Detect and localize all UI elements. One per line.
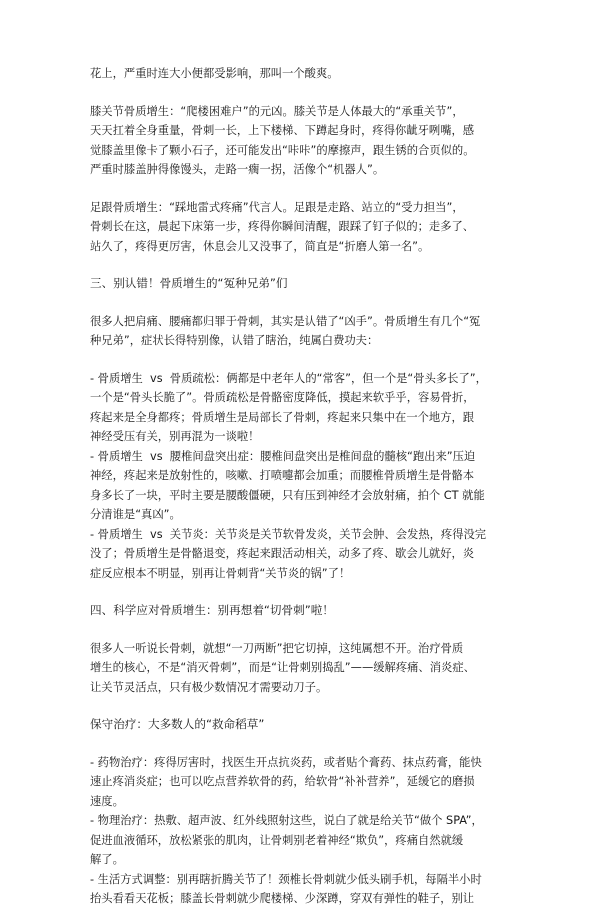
- text-line: 膝关节骨质增生：“爬楼困难户”的元凶。膝关节是人体最大的“承重关节”，: [90, 104, 464, 118]
- section-heading: 四、科学应对骨质增生：别再想着“切骨刺”啦！: [90, 603, 334, 617]
- text-line: 种兄弟”，症状长得特别像，认错了瞎治，纯属白费功夫：: [90, 334, 379, 347]
- text-line: 很多人一听说长骨刺，就想“一刀两断”把它切掉，这纯属想不开。治疗骨质: [90, 641, 464, 655]
- text-line: 身多长了一块，平时主要是腰酸僵硬，只有压到神经才会放射痛，拍个 CT 就能: [90, 488, 485, 502]
- text-line: 分清谁是“真凶”。: [90, 508, 181, 521]
- text-line: 一个是“骨头长脆了”。骨质疏松是骨骼密度降低，摸起来软乎乎，容易骨折，: [90, 391, 475, 404]
- text-line: - 骨质增生 vs 关节炎：关节炎是关节软骨发炎，关节会肿、会发热，疼得没完: [90, 527, 487, 541]
- text-line: 疼起来是全身都疼；骨质增生是局部长了骨刺，疼起来只集中在一个地方，跟: [90, 410, 475, 424]
- text-line: 花上，严重时连大小便都受影响，那叫一个酸爽。: [90, 67, 339, 80]
- paragraph: [90, 753, 509, 909]
- paragraph: [90, 369, 509, 584]
- text-line: 神经，疼起来是放射性的，咳嗽、打喷嚏都会加重；而腰椎骨质增生是骨骼本: [90, 469, 475, 482]
- text-line: - 骨质增生 vs 腰椎间盘突出症：腰椎间盘突出是椎间盘的髓核“跑出来”压迫: [90, 449, 476, 463]
- paragraph: [90, 102, 509, 180]
- text-line: 抬头看看天花板；膝盖长骨刺就少爬楼梯、少深蹲，穿双有弹性的鞋子，别让: [90, 892, 475, 905]
- paragraph: [90, 64, 509, 84]
- section-heading: 保守治疗：大多数人的“救命稻草”: [90, 717, 265, 731]
- text-line: - 生活方式调整：别再瞎折腾关节了！颈椎长骨刺就少低头刷手机，每隔半小时: [90, 872, 482, 886]
- text-line: 天天扛着全身重量，骨刺一长，上下楼梯、下蹲起身时，疼得你龇牙咧嘴，感: [90, 124, 475, 137]
- text-line: 站久了，疼得更厉害，休息会儿又没事了，简直是“折磨人第一名”。: [90, 239, 430, 253]
- text-line: 症反应根本不明显，别再让骨刺背“关节炎的锅”了！: [90, 566, 351, 580]
- text-line: 让关节灵活点，只有极少数情况才需要动刀子。: [90, 680, 328, 694]
- section-heading: 三、别认错！骨质增生的“冤种兄弟”们: [90, 276, 288, 290]
- text-line: 增生的核心，不是“消灭骨刺”，而是“让骨刺别捣乱”——缓解疼痛、消炎症、: [90, 661, 475, 674]
- text-line: 骨刺长在这，晨起下床第一步，疼得你瞬间清醒，跟踩了钉子似的；走多了、: [90, 220, 475, 233]
- text-line: 促进血液循环，放松紧张的肌肉，让骨刺别老着神经“欺负”，疼痛自然就缓: [90, 833, 464, 847]
- text-line: 没了；骨质增生是骨骼退变，疼起来跟活动相关，动多了疼、歇会儿就好，炎: [90, 547, 475, 560]
- text-line: - 药物治疗：疼得厉害时，找医生开点抗炎药，或者贴个膏药、抹点药膏，能快: [90, 755, 482, 769]
- text-line: 很多人把肩痛、腰痛都归罪于骨刺，其实是认错了“凶手”。骨质增生有几个“冤: [90, 314, 481, 328]
- text-line: - 物理治疗：热敷、超声波、红外线照射这些，说白了就是给关节“做个 SPA”，: [90, 814, 483, 827]
- text-line: 严重时膝盖肿得像馒头，走路一瘸一拐，活像个“机器人”。: [90, 163, 385, 176]
- paragraph: [90, 312, 509, 351]
- text-line: 速止疼消炎症；也可以吃点营养软骨的药，给软骨“补补营养”，延缓它的磨损: [90, 775, 475, 788]
- paragraph: [90, 198, 509, 257]
- text-line: - 骨质增生 vs 骨质疏松：俩都是中老年人的“常客”，但一个是“骨头多长了”，: [90, 371, 487, 385]
- text-line: 神经受压有关，别再混为一谈啦！: [90, 430, 260, 443]
- text-line: 觉膝盖里像卡了颗小石子，还可能发出“咔咔”的摩擦声，跟生锈的合页似的。: [90, 143, 475, 157]
- text-line: 足跟骨质增生：“踩地雷式疼痛”代言人。足跟是走路、站立的“受力担当”，: [90, 200, 464, 214]
- text-line: 解了。: [90, 853, 124, 866]
- paragraph: [90, 639, 509, 698]
- text-line: 速度。: [90, 794, 124, 808]
